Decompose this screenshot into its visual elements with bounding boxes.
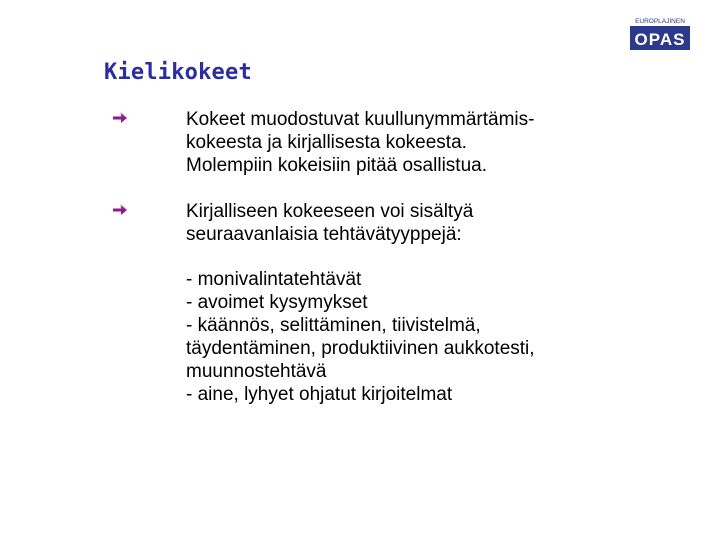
task-type-list [186,268,686,406]
task-type-item: - avoimet kysymykset [186,292,368,313]
arrow-right-icon [112,202,128,218]
bullet-text: Kirjalliseen kokeeseen voi sisältyä seuraavanlaisia tehtävätyyppejä: [186,201,474,245]
arrow-right-icon [112,110,128,126]
slide-title: Kielikokeet [104,60,252,85]
task-type-item: - käännös, selittäminen, tiivistelmä, täydentäminen, produktiivinen aukkotesti, muunnostehtävä [186,315,535,382]
logo-small-text: EUROPLAJINEN [635,18,685,25]
opas-logo [628,14,692,52]
task-type-item: - aine, lyhyet ohjatut kirjoitelmat [186,384,453,405]
bullet-text: Kokeet muodostuvat kuullunymmärtämis- kokeesta ja kirjallisesta kokeesta. Molempiin kokeisiin pitää osallistua. [186,109,535,176]
logo-main-text: OPAS [634,30,686,49]
task-type-item: - monivalintatehtävät [186,269,362,290]
